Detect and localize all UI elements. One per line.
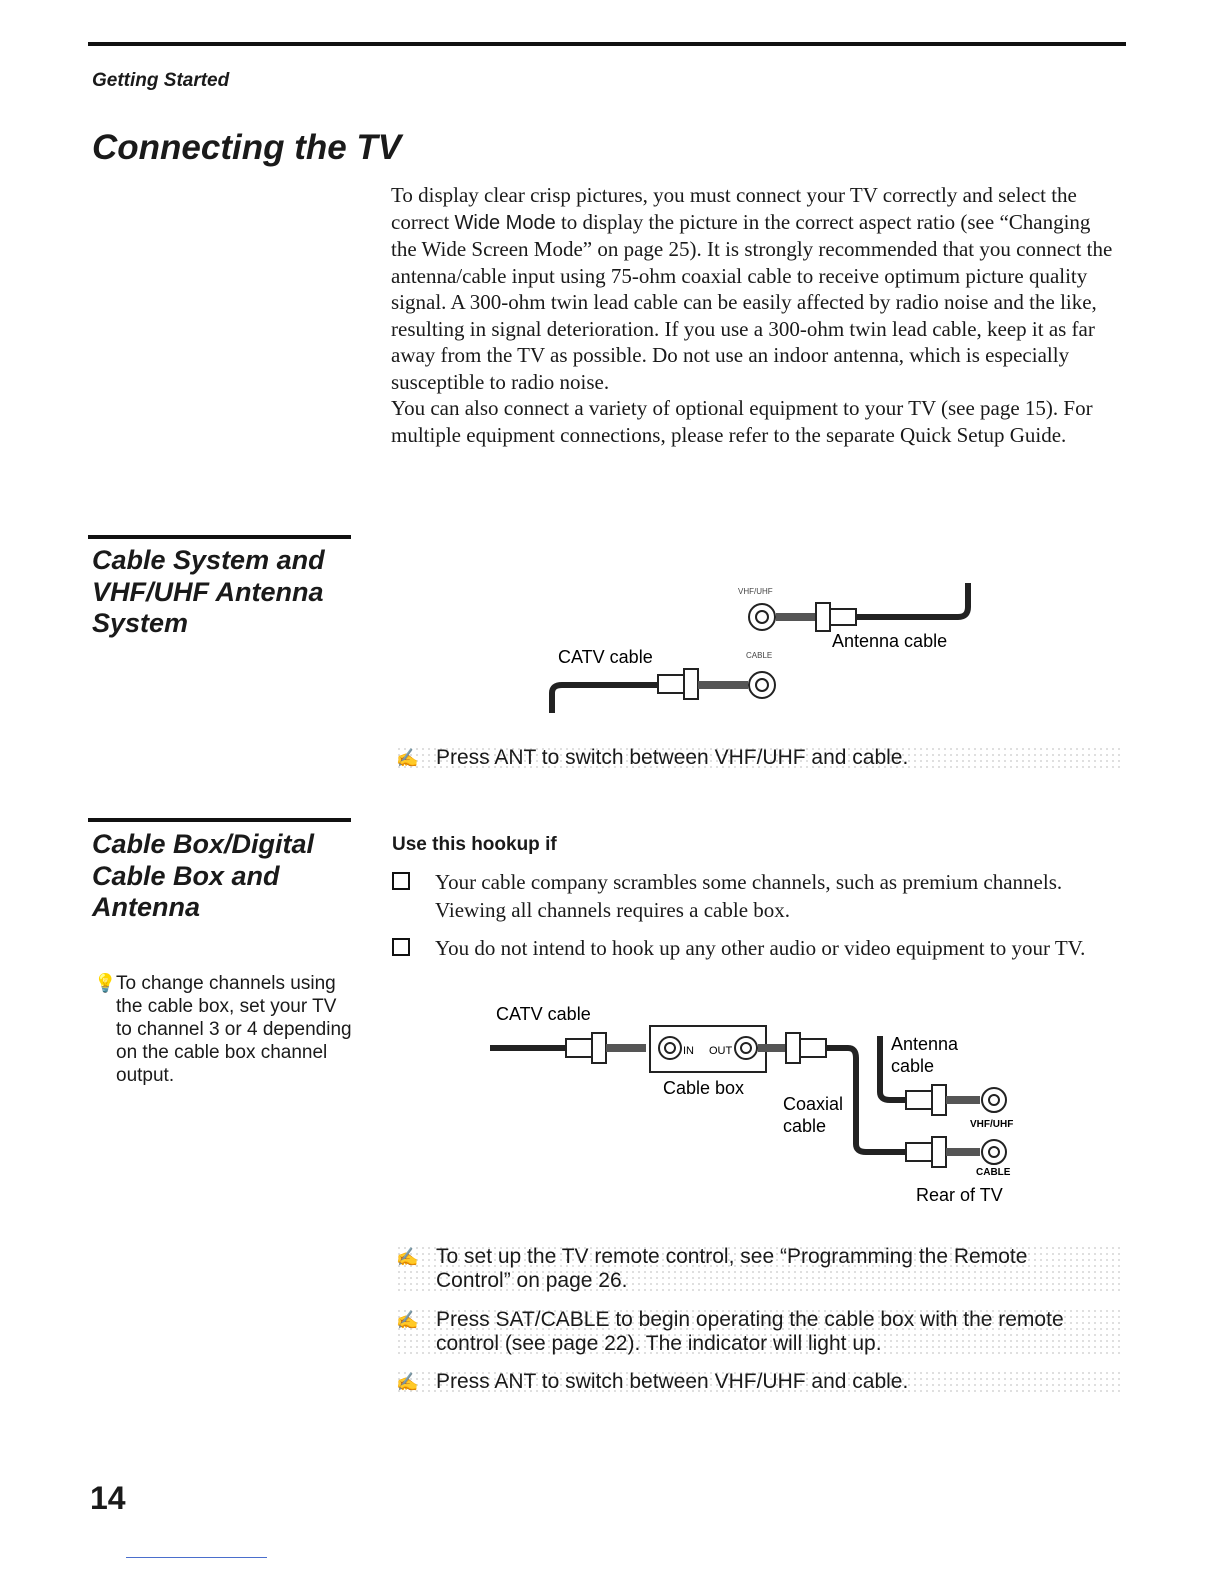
antenna-cable-connector (776, 583, 968, 631)
page-title: Connecting the TV (92, 128, 402, 167)
checklist-item-text: You do not intend to hook up any other audio or video equipment to your TV. (435, 936, 1086, 960)
note-ant-switch-1 (396, 746, 1124, 770)
section-header: Getting Started (92, 70, 230, 91)
note-text: Press ANT to switch between VHF/UHF and cable. (436, 746, 909, 769)
tip (94, 972, 354, 1087)
cable-box-diagram (480, 1000, 1040, 1210)
vhf-uhf-jack (749, 604, 775, 630)
coaxial-label: Coaxial (783, 1094, 844, 1114)
note-text: Press SAT/CABLE to begin operating the cable box with the remote control (see page 22). The indicator will light up. (436, 1308, 1064, 1355)
catv-cable-connector (552, 669, 748, 713)
section-heading-cable-box: Cable Box/Digital Cable Box and Antenna (92, 829, 315, 922)
note-text: To set up the TV remote control, see “Programming the Remote Control” on page 26. (436, 1245, 1028, 1292)
checkbox-icon (392, 872, 410, 890)
tip-text: To change channels using the cable box, set your TV to channel 3 or 4 depending on the cable box channel output. (116, 973, 352, 1086)
note-ant-switch-2 (396, 1370, 1124, 1394)
pencil-note-icon: ✍ (396, 1247, 419, 1267)
antenna-label: cable (891, 1056, 935, 1076)
tv-cable-jack (982, 1140, 1006, 1164)
antenna-label: Antenna (891, 1034, 959, 1054)
catv-cable-label: CATV cable (496, 1004, 591, 1024)
checklist-item-text: Your cable company scrambles some channels, such as premium channels. Viewing all channels requires a cable box. (435, 870, 1063, 922)
checklist-item (392, 934, 1122, 962)
checklist-item (392, 868, 1122, 924)
cable-jack-label: CABLE (746, 651, 773, 660)
checkbox-icon (392, 938, 410, 956)
intro-text-part: to display the picture in the correct aspect ratio (see “Changing the Wide Screen Mode” on page 25). It is strongly recommended that you connect the antenna/cable input using 75-ohm coaxial cable to receive optimum picture quality signal. A 300-ohm twin lead cable can be easily affected by radio noise and the like, resulting in signal deterioration. If you use a 300-ohm twin lead cable, keep it as far away from the TV as possible. Do not use an indoor antenna, which is especially susceptible to radio noise. (391, 209, 1113, 394)
section-rule (88, 818, 351, 822)
vhf-uhf-jack-label: VHF/UHF (738, 587, 773, 596)
in-label: IN (683, 1045, 694, 1057)
wide-mode-term: Wide Mode (454, 211, 556, 234)
intro-paragraph-1 (391, 182, 1121, 395)
coaxial-label: cable (783, 1116, 827, 1136)
intro-paragraph-2: You can also connect a variety of optional equipment to your TV (see page 15). For multiple equipment connections, please refer to the separate Quick Setup Guide. (391, 396, 1093, 447)
note-remote-setup (396, 1245, 1124, 1293)
catv-cable-label: CATV cable (558, 647, 653, 667)
page-number: 14 (90, 1480, 126, 1516)
cable-jack (749, 672, 775, 698)
cable-jack-label: CABLE (976, 1167, 1011, 1178)
cable-box-label: Cable box (663, 1078, 745, 1098)
intro-text-part: To display clear crisp pictures, you must connect your TV correctly and select the correct (391, 183, 1077, 234)
lightbulb-tip-icon: 💡 (94, 973, 117, 993)
hookup-title: Use this hookup if (392, 834, 557, 855)
antenna-cable-diagram (540, 575, 980, 715)
section-heading-cable-system: Cable System and VHF/UHF Antenna System (92, 545, 325, 638)
section-rule (88, 535, 351, 539)
intro-text (391, 182, 1121, 448)
pencil-note-icon: ✍ (396, 1372, 419, 1392)
tv-vhf-uhf-jack (982, 1088, 1006, 1112)
cable-box-in-jack (659, 1037, 681, 1059)
catv-cable-connector (490, 1033, 646, 1063)
vhf-uhf-jack-label: VHF/UHF (970, 1119, 1014, 1130)
rear-of-tv-label: Rear of TV (916, 1185, 1003, 1205)
pencil-note-icon: ✍ (396, 748, 419, 768)
cable-box-out-jack (735, 1037, 757, 1059)
note-text: Press ANT to switch between VHF/UHF and cable. (436, 1370, 909, 1393)
pencil-note-icon: ✍ (396, 1310, 419, 1330)
header-rule (88, 42, 1126, 46)
antenna-cable-label: Antenna cable (832, 631, 948, 651)
footer-link-underline (126, 1557, 267, 1558)
out-label: OUT (709, 1045, 733, 1057)
note-sat-cable (396, 1308, 1124, 1356)
